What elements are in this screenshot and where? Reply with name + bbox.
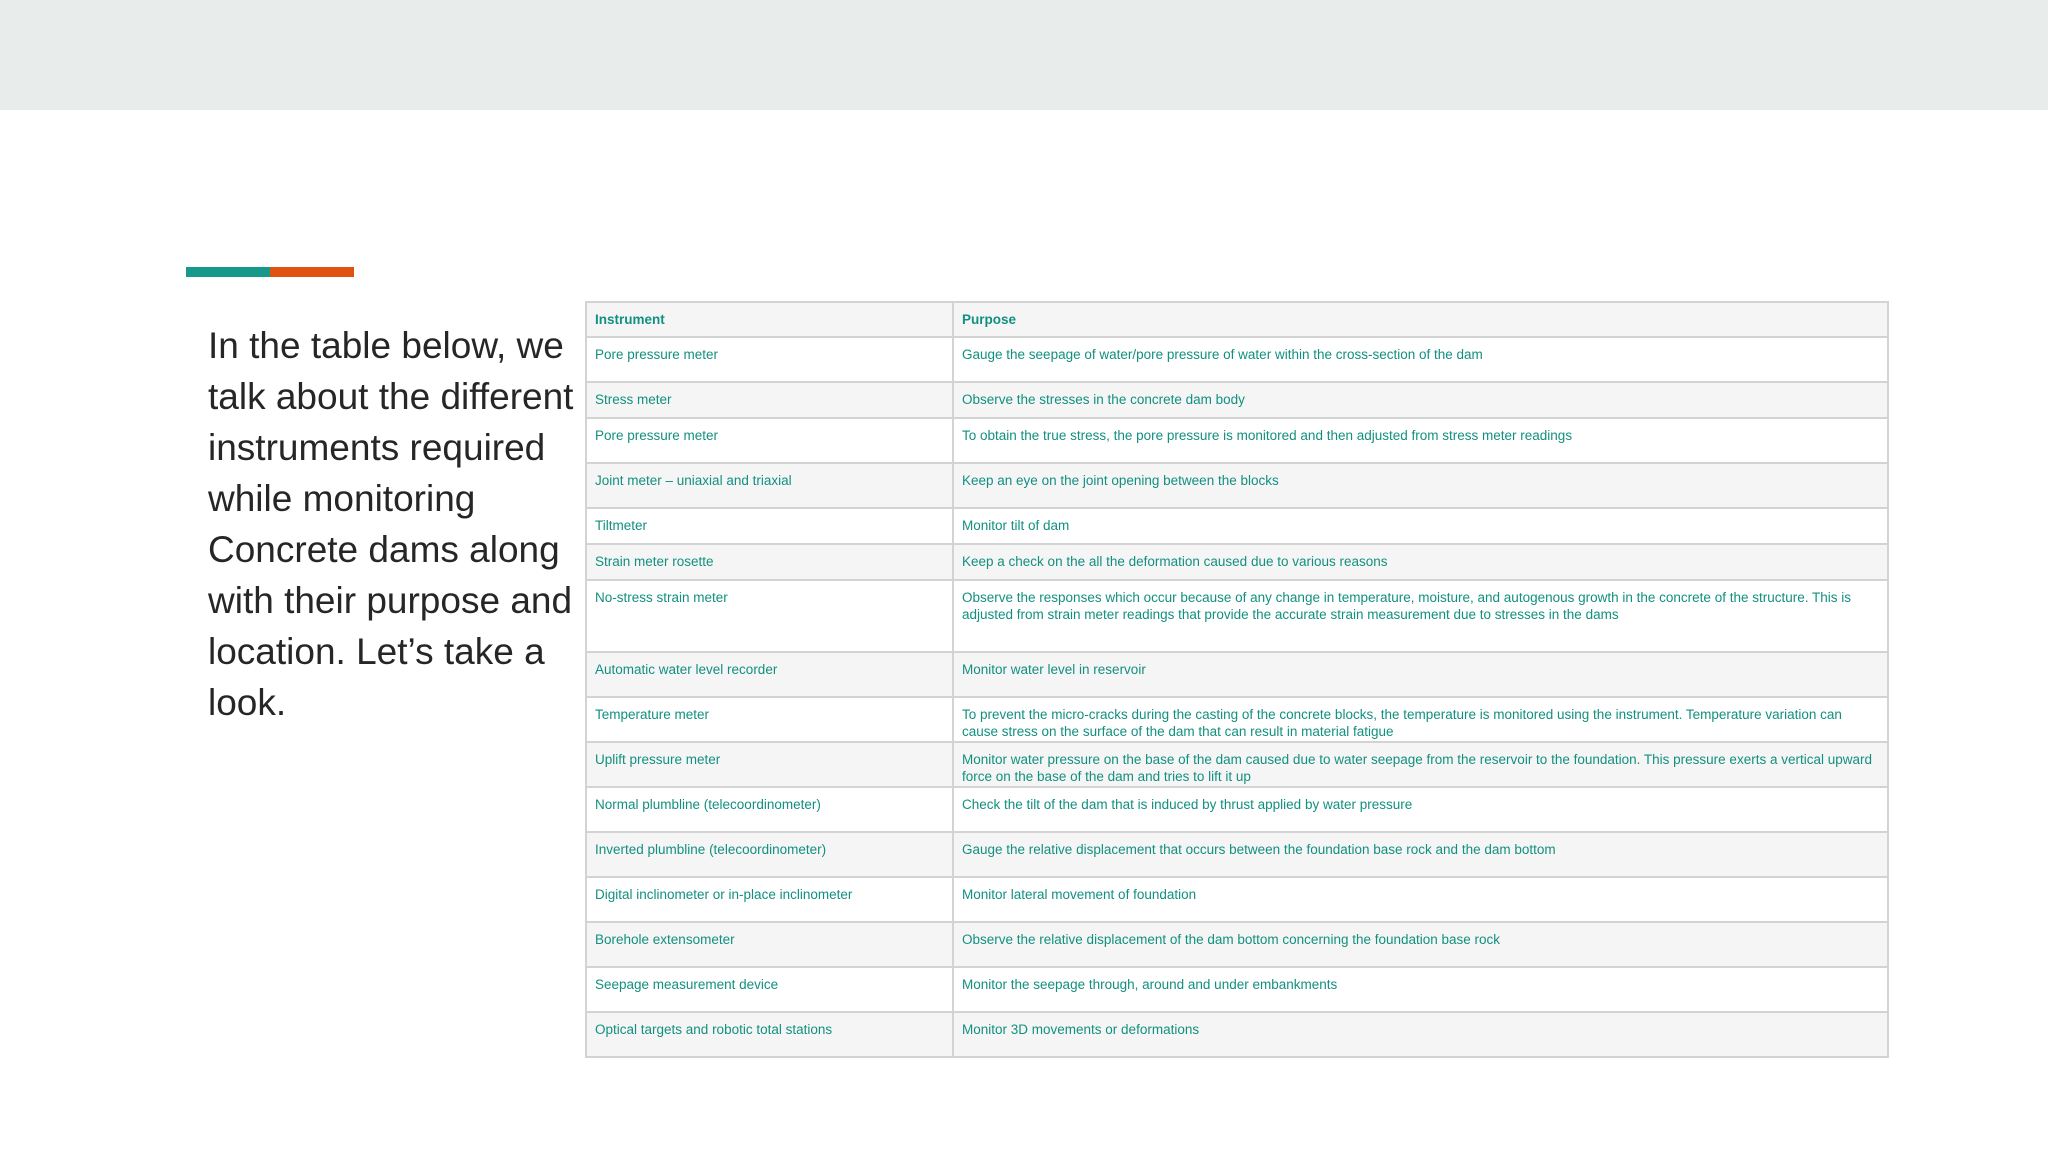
table-row (586, 544, 1888, 580)
header-purpose: Purpose (953, 302, 1888, 337)
instrument-cell: Inverted plumbline (telecoordinometer) (586, 832, 953, 877)
table-row (586, 508, 1888, 544)
purpose-cell: Observe the relative displacement of the dam bottom concerning the foundation base rock (953, 922, 1888, 967)
instrument-cell: Tiltmeter (586, 508, 953, 544)
table-row (586, 382, 1888, 418)
instrument-cell: Temperature meter (586, 697, 953, 742)
table-row (586, 1012, 1888, 1057)
instrument-cell: Automatic water level recorder (586, 652, 953, 697)
table-row (586, 967, 1888, 1012)
table-body (586, 337, 1888, 1057)
purpose-cell: Observe the responses which occur because of any change in temperature, moisture, and autogenous growth in the concrete of the structure. This is adjusted from strain meter readings that provide the accurate strain measurement due to stresses in the dams (953, 580, 1888, 652)
instrument-cell: Strain meter rosette (586, 544, 953, 580)
table-row (586, 418, 1888, 463)
purpose-cell: Monitor lateral movement of foundation (953, 877, 1888, 922)
table-row (586, 832, 1888, 877)
intro-text: In the table below, we talk about the different instruments required while monitoring Concrete dams along with their purpose and location. Let’s take a look. (208, 325, 574, 723)
instrument-cell: Pore pressure meter (586, 337, 953, 382)
table-row (586, 742, 1888, 787)
accent-bar-orange (270, 267, 354, 277)
purpose-cell: Check the tilt of the dam that is induced by thrust applied by water pressure (953, 787, 1888, 832)
table-row (586, 652, 1888, 697)
instrument-cell: No-stress strain meter (586, 580, 953, 652)
accent-bar-teal (186, 267, 270, 277)
purpose-cell: Monitor water pressure on the base of the dam caused due to water seepage from the reservoir to the foundation. This pressure exerts a vertical upward force on the base of the dam and tries to lift it up (953, 742, 1888, 787)
instrument-table-container (585, 301, 1887, 1058)
accent-bar (186, 267, 354, 277)
instrument-cell: Seepage measurement device (586, 967, 953, 1012)
instrument-table (585, 301, 1889, 1058)
purpose-cell: To obtain the true stress, the pore pressure is monitored and then adjusted from stress meter readings (953, 418, 1888, 463)
purpose-cell: Keep a check on the all the deformation caused due to various reasons (953, 544, 1888, 580)
instrument-cell: Stress meter (586, 382, 953, 418)
table-row (586, 787, 1888, 832)
purpose-cell: Monitor the seepage through, around and under embankments (953, 967, 1888, 1012)
purpose-cell: Keep an eye on the joint opening between the blocks (953, 463, 1888, 508)
purpose-cell: Monitor water level in reservoir (953, 652, 1888, 697)
purpose-cell: Observe the stresses in the concrete dam body (953, 382, 1888, 418)
header-instrument: Instrument (586, 302, 953, 337)
table-row (586, 463, 1888, 508)
table-row (586, 697, 1888, 742)
instrument-cell: Pore pressure meter (586, 418, 953, 463)
table-row (586, 580, 1888, 652)
header-band (0, 0, 2048, 110)
instrument-cell: Borehole extensometer (586, 922, 953, 967)
table-row (586, 877, 1888, 922)
purpose-cell: Gauge the relative displacement that occurs between the foundation base rock and the dam bottom (953, 832, 1888, 877)
instrument-cell: Uplift pressure meter (586, 742, 953, 787)
table-header-row (586, 302, 1888, 337)
purpose-cell: Monitor tilt of dam (953, 508, 1888, 544)
purpose-cell: Monitor 3D movements or deformations (953, 1012, 1888, 1057)
table-row (586, 922, 1888, 967)
instrument-cell: Optical targets and robotic total stations (586, 1012, 953, 1057)
table-row (586, 337, 1888, 382)
instrument-cell: Digital inclinometer or in-place inclinometer (586, 877, 953, 922)
purpose-cell: Gauge the seepage of water/pore pressure of water within the cross-section of the dam (953, 337, 1888, 382)
purpose-cell: To prevent the micro-cracks during the casting of the concrete blocks, the temperature is monitored using the instrument. Temperature variation can cause stress on the surface of the dam that can result in material fatigue (953, 697, 1888, 742)
instrument-cell: Joint meter – uniaxial and triaxial (586, 463, 953, 508)
instrument-cell: Normal plumbline (telecoordinometer) (586, 787, 953, 832)
